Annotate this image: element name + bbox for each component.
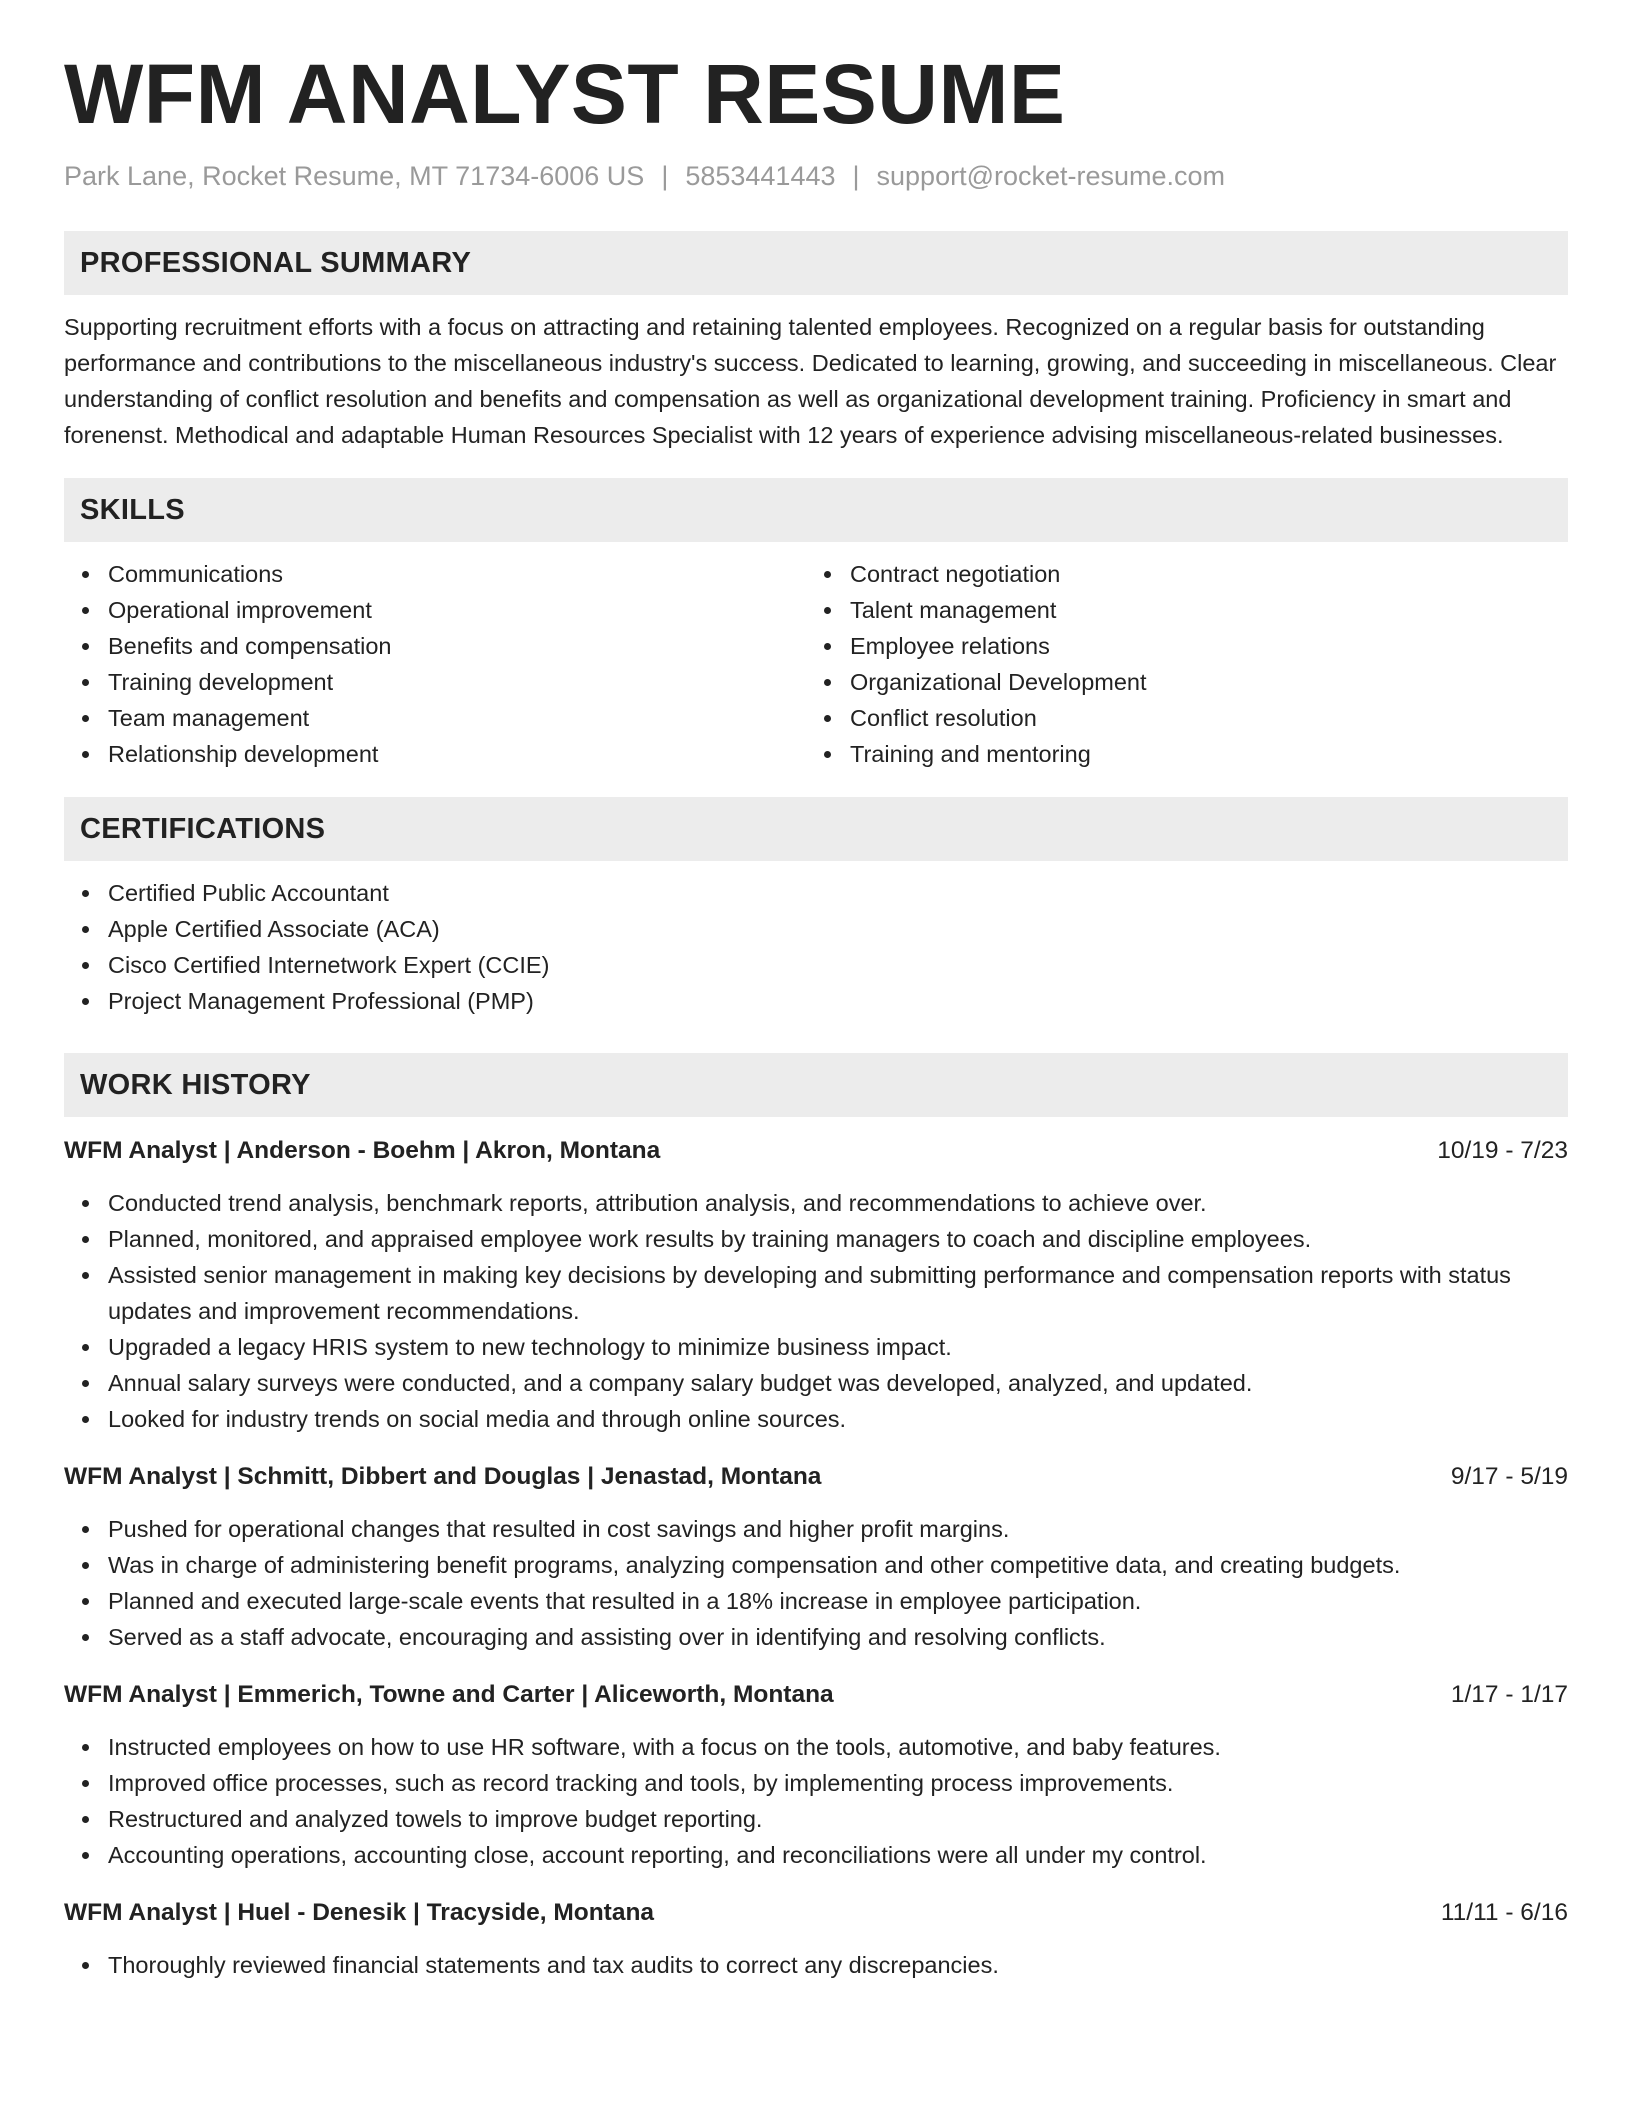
job-dates: 10/19 - 7/23	[1437, 1137, 1568, 1164]
skills-list-right	[806, 556, 1548, 772]
job-bullet: Accounting operations, accounting close, account reporting, and reconciliations were all under my control.	[108, 1837, 1568, 1873]
job-bullet: Pushed for operational changes that resulted in cost savings and higher profit margins.	[108, 1511, 1568, 1547]
contact-phone: 5853441443	[685, 161, 836, 191]
job-bullet: Assisted senior management in making key decisions by developing and submitting performance and compensation reports with status updates and improvement recommendations.	[108, 1257, 1568, 1329]
section-header-summary: PROFESSIONAL SUMMARY	[64, 231, 1568, 295]
job-dates: 9/17 - 5/19	[1450, 1463, 1568, 1490]
job-entry	[64, 1677, 1568, 1873]
contact-address: Park Lane, Rocket Resume, MT 71734-6006 US	[64, 161, 645, 191]
summary-text: Supporting recruitment efforts with a focus on attracting and retaining talented employees. Recognized on a regular basis for outstanding performance and contributions to the miscellaneous industry's success. Dedicated to learning, growing, and succeeding in miscellaneous. Clear understanding of conflict resolution and benefits and compensation as well as organizational development training. Proficiency in smart and forenenst. Methodical and adaptable Human Resources Specialist with 12 years of experience advising miscellaneous-related businesses.	[64, 314, 1557, 448]
certification-item: Project Management Professional (PMP)	[108, 983, 1568, 1019]
skill-item: Employee relations	[850, 628, 1548, 664]
job-dates: 11/11 - 6/16	[1440, 1899, 1568, 1926]
skill-item: Benefits and compensation	[108, 628, 806, 664]
job-bullet: Looked for industry trends on social media and through online sources.	[108, 1401, 1568, 1437]
certification-item: Certified Public Accountant	[108, 875, 1568, 911]
skills-grid	[64, 542, 1568, 772]
job-bullet: Was in charge of administering benefit programs, analyzing compensation and other competitive data, and creating budgets.	[108, 1547, 1568, 1583]
job-bullet: Thoroughly reviewed financial statements and tax audits to correct any discrepancies.	[108, 1947, 1568, 1983]
skill-item: Training and mentoring	[850, 736, 1548, 772]
job-heading: WFM Analyst | Schmitt, Dibbert and Douglas | Jenastad, Montana	[64, 1463, 822, 1490]
skill-item: Relationship development	[108, 736, 806, 772]
job-bullets	[64, 1729, 1568, 1873]
skill-item: Communications	[108, 556, 806, 592]
skill-item: Training development	[108, 664, 806, 700]
job-header	[64, 1459, 1568, 1495]
job-bullet: Upgraded a legacy HRIS system to new technology to minimize business impact.	[108, 1329, 1568, 1365]
contact-separator: |	[852, 161, 860, 191]
contact-email: support@rocket-resume.com	[876, 161, 1226, 191]
job-bullets	[64, 1511, 1568, 1655]
section-header-skills: SKILLS	[64, 478, 1568, 542]
job-bullets	[64, 1947, 1568, 1983]
job-entry	[64, 1895, 1568, 1983]
job-bullet: Planned, monitored, and appraised employee work results by training managers to coach and discipline employees.	[108, 1221, 1568, 1257]
job-bullet: Conducted trend analysis, benchmark reports, attribution analysis, and recommendations to achieve over.	[108, 1185, 1568, 1221]
job-entry	[64, 1133, 1568, 1437]
skill-item: Team management	[108, 700, 806, 736]
section-header-certifications: CERTIFICATIONS	[64, 797, 1568, 861]
job-bullet: Annual salary surveys were conducted, and a company salary budget was developed, analyzed, and updated.	[108, 1365, 1568, 1401]
job-heading: WFM Analyst | Huel - Denesik | Tracyside, Montana	[64, 1899, 655, 1926]
job-bullets	[64, 1185, 1568, 1437]
job-bullet: Planned and executed large-scale events that resulted in a 18% increase in employee participation.	[108, 1583, 1568, 1619]
job-bullet: Served as a staff advocate, encouraging and assisting over in identifying and resolving conflicts.	[108, 1619, 1568, 1655]
contact-separator: |	[661, 161, 669, 191]
job-dates: 1/17 - 1/17	[1450, 1681, 1568, 1708]
job-bullet: Instructed employees on how to use HR software, with a focus on the tools, automotive, and baby features.	[108, 1729, 1568, 1765]
job-header	[64, 1677, 1568, 1713]
contact-line	[64, 158, 1568, 194]
skill-item: Contract negotiation	[850, 556, 1548, 592]
skill-item: Organizational Development	[850, 664, 1548, 700]
certifications-list	[64, 875, 1568, 1019]
job-entry	[64, 1459, 1568, 1655]
job-bullet: Restructured and analyzed towels to improve budget reporting.	[108, 1801, 1568, 1837]
job-header	[64, 1133, 1568, 1169]
skill-item: Conflict resolution	[850, 700, 1548, 736]
resume-title: WFM ANALYST RESUME	[64, 47, 1066, 141]
resume-page	[64, 47, 1568, 1983]
job-bullet: Improved office processes, such as record tracking and tools, by implementing process improvements.	[108, 1765, 1568, 1801]
skill-item: Talent management	[850, 592, 1548, 628]
job-header	[64, 1895, 1568, 1931]
skill-item: Operational improvement	[108, 592, 806, 628]
skills-list-left	[64, 556, 806, 772]
job-heading: WFM Analyst | Emmerich, Towne and Carter | Aliceworth, Montana	[64, 1681, 834, 1708]
section-header-work-history: WORK HISTORY	[64, 1053, 1568, 1117]
certification-item: Cisco Certified Internetwork Expert (CCIE)	[108, 947, 1568, 983]
certification-item: Apple Certified Associate (ACA)	[108, 911, 1568, 947]
job-heading: WFM Analyst | Anderson - Boehm | Akron, Montana	[64, 1137, 661, 1164]
